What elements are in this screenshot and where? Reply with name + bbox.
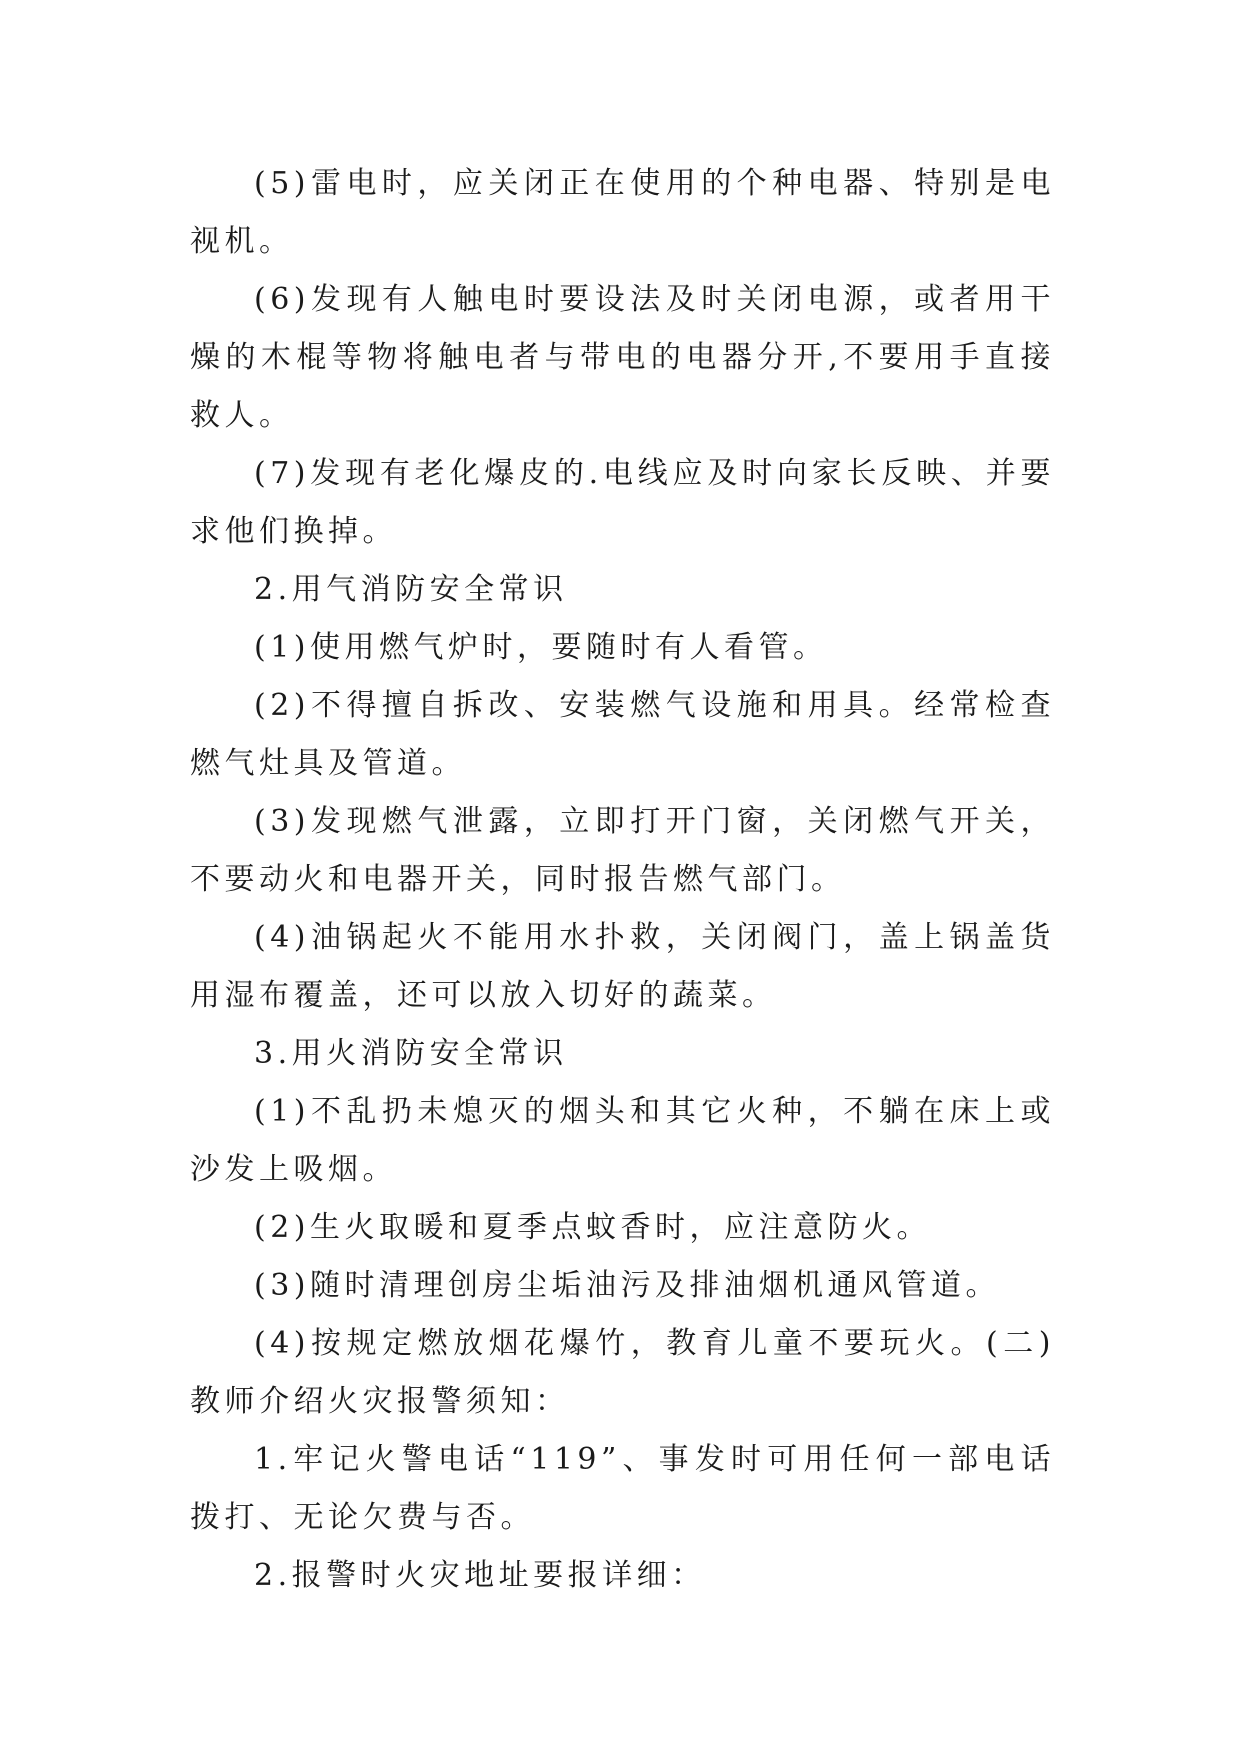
paragraph-alarm-item-1: 1.牢记火警电话“119”、事发时可用任何一部电话拨打、无论欠费与否。	[190, 1442, 1055, 1535]
paragraph-item-5-appliances: (5)雷电时，应关闭正在使用的个种电器、特别是电视机。	[190, 166, 1055, 259]
section-heading-fire-safety: 3.用火消防安全常识	[254, 1036, 568, 1071]
paragraph-item-7-aged-wires: (7)发现有老化爆皮的.电线应及时向家长反映、并要求他们换掉。	[190, 456, 1055, 549]
paragraph-fire-item-4: (4)按规定燃放烟花爆竹，教育儿童不要玩火。(二)教师介绍火灾报警须知：	[190, 1326, 1055, 1419]
paragraph-gas-item-4: (4)油锅起火不能用水扑救，关闭阀门，盖上锅盖货用湿布覆盖，还可以放入切好的蔬菜。	[190, 920, 1055, 1013]
paragraph-fire-item-2: (2)生火取暖和夏季点蚊香时，应注意防火。	[254, 1210, 931, 1245]
paragraph-fire-item-3: (3)随时清理创房尘垢油污及排油烟机通风管道。	[254, 1268, 1000, 1303]
section-heading-gas-safety: 2.用气消防安全常识	[254, 572, 568, 607]
paragraph-gas-item-3: (3)发现燃气泄露，立即打开门窗，关闭燃气开关，不要动火和电器开关，同时报告燃气部门。	[190, 804, 1055, 897]
paragraph-gas-item-1: (1)使用燃气炉时，要随时有人看管。	[254, 630, 828, 665]
paragraph-alarm-item-2: 2.报警时火灾地址要报详细：	[254, 1558, 706, 1593]
paragraph-gas-item-2: (2)不得擅自拆改、安装燃气设施和用具。经常检查燃气灶具及管道。	[190, 688, 1055, 781]
paragraph-fire-item-1: (1)不乱扔未熄灭的烟头和其它火种，不躺在床上或沙发上吸烟。	[190, 1094, 1055, 1187]
paragraph-item-6-electric-shock: (6)发现有人触电时要设法及时关闭电源，或者用干燥的木棍等物将触电者与带电的电器分开,不要用手直接救人。	[190, 282, 1055, 433]
document-body	[190, 155, 1055, 1605]
